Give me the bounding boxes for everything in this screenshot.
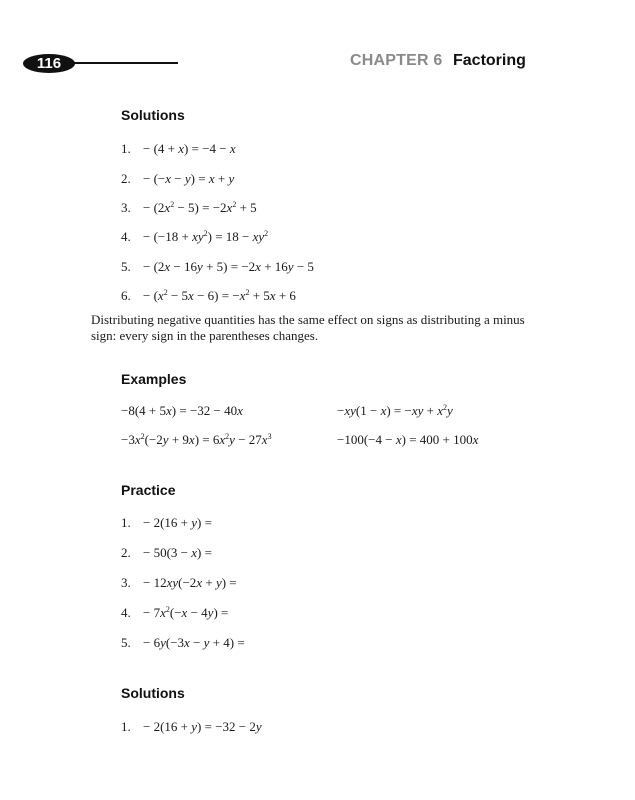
- practice-item: 2. − 50(3 − x) =: [121, 545, 212, 560]
- solution-item: 6. − $(x^2 - 5x - 6) = -x^2 + 5x + 6$: [121, 288, 296, 303]
- solution-item: 3. − $(2x^2 - 5) = -2x^2 + 5$: [121, 200, 257, 215]
- solutions-heading: Solutions: [121, 107, 185, 123]
- practice-item: 1. − 2(16 + y) =: [121, 515, 212, 530]
- practice-heading: Practice: [121, 482, 176, 498]
- solution-item: 1. − (4 + x) = −4 − x: [121, 141, 236, 156]
- example-item: $-3x^2(-2y + 9x) = 6x^2y - 27x^3$: [121, 432, 272, 447]
- examples-heading: Examples: [121, 371, 187, 387]
- practice-item: 3. − 12xy(−2x + y) =: [121, 575, 237, 590]
- chapter-label: CHAPTER 6: [350, 52, 443, 69]
- practice-item: 5. − 6y(−3x − y + 4) =: [121, 635, 245, 650]
- header-rule: [70, 62, 178, 64]
- solutions-heading-2: Solutions: [121, 685, 185, 701]
- page-number-badge: 116: [23, 54, 75, 73]
- example-item: −8(4 + 5x) = −32 − 40x: [121, 403, 243, 418]
- solution-item: 1. − 2(16 + y) = −32 − 2y: [121, 719, 262, 734]
- example-item: −100(−4 − x) = 400 + 100x: [337, 432, 479, 447]
- solution-item: 4. − $(-18 + xy^2) = 18 - xy^2$: [121, 229, 269, 244]
- chapter-title: Factoring: [453, 52, 526, 69]
- example-item: $-xy(1 - x) = -xy + x^2y$: [337, 403, 453, 418]
- body-paragraph: Distributing negative quantities has the same effect on signs as distributing a minus sign: every sign in the parentheses changes.: [91, 312, 525, 343]
- practice-item: 4. − $7x^2(-x - 4y)$ =: [121, 605, 229, 620]
- solution-item: 5. − (2x − 16y + 5) = −2x + 16y − 5: [121, 259, 314, 274]
- solution-item: 2. − (−x − y) = x + y: [121, 171, 235, 186]
